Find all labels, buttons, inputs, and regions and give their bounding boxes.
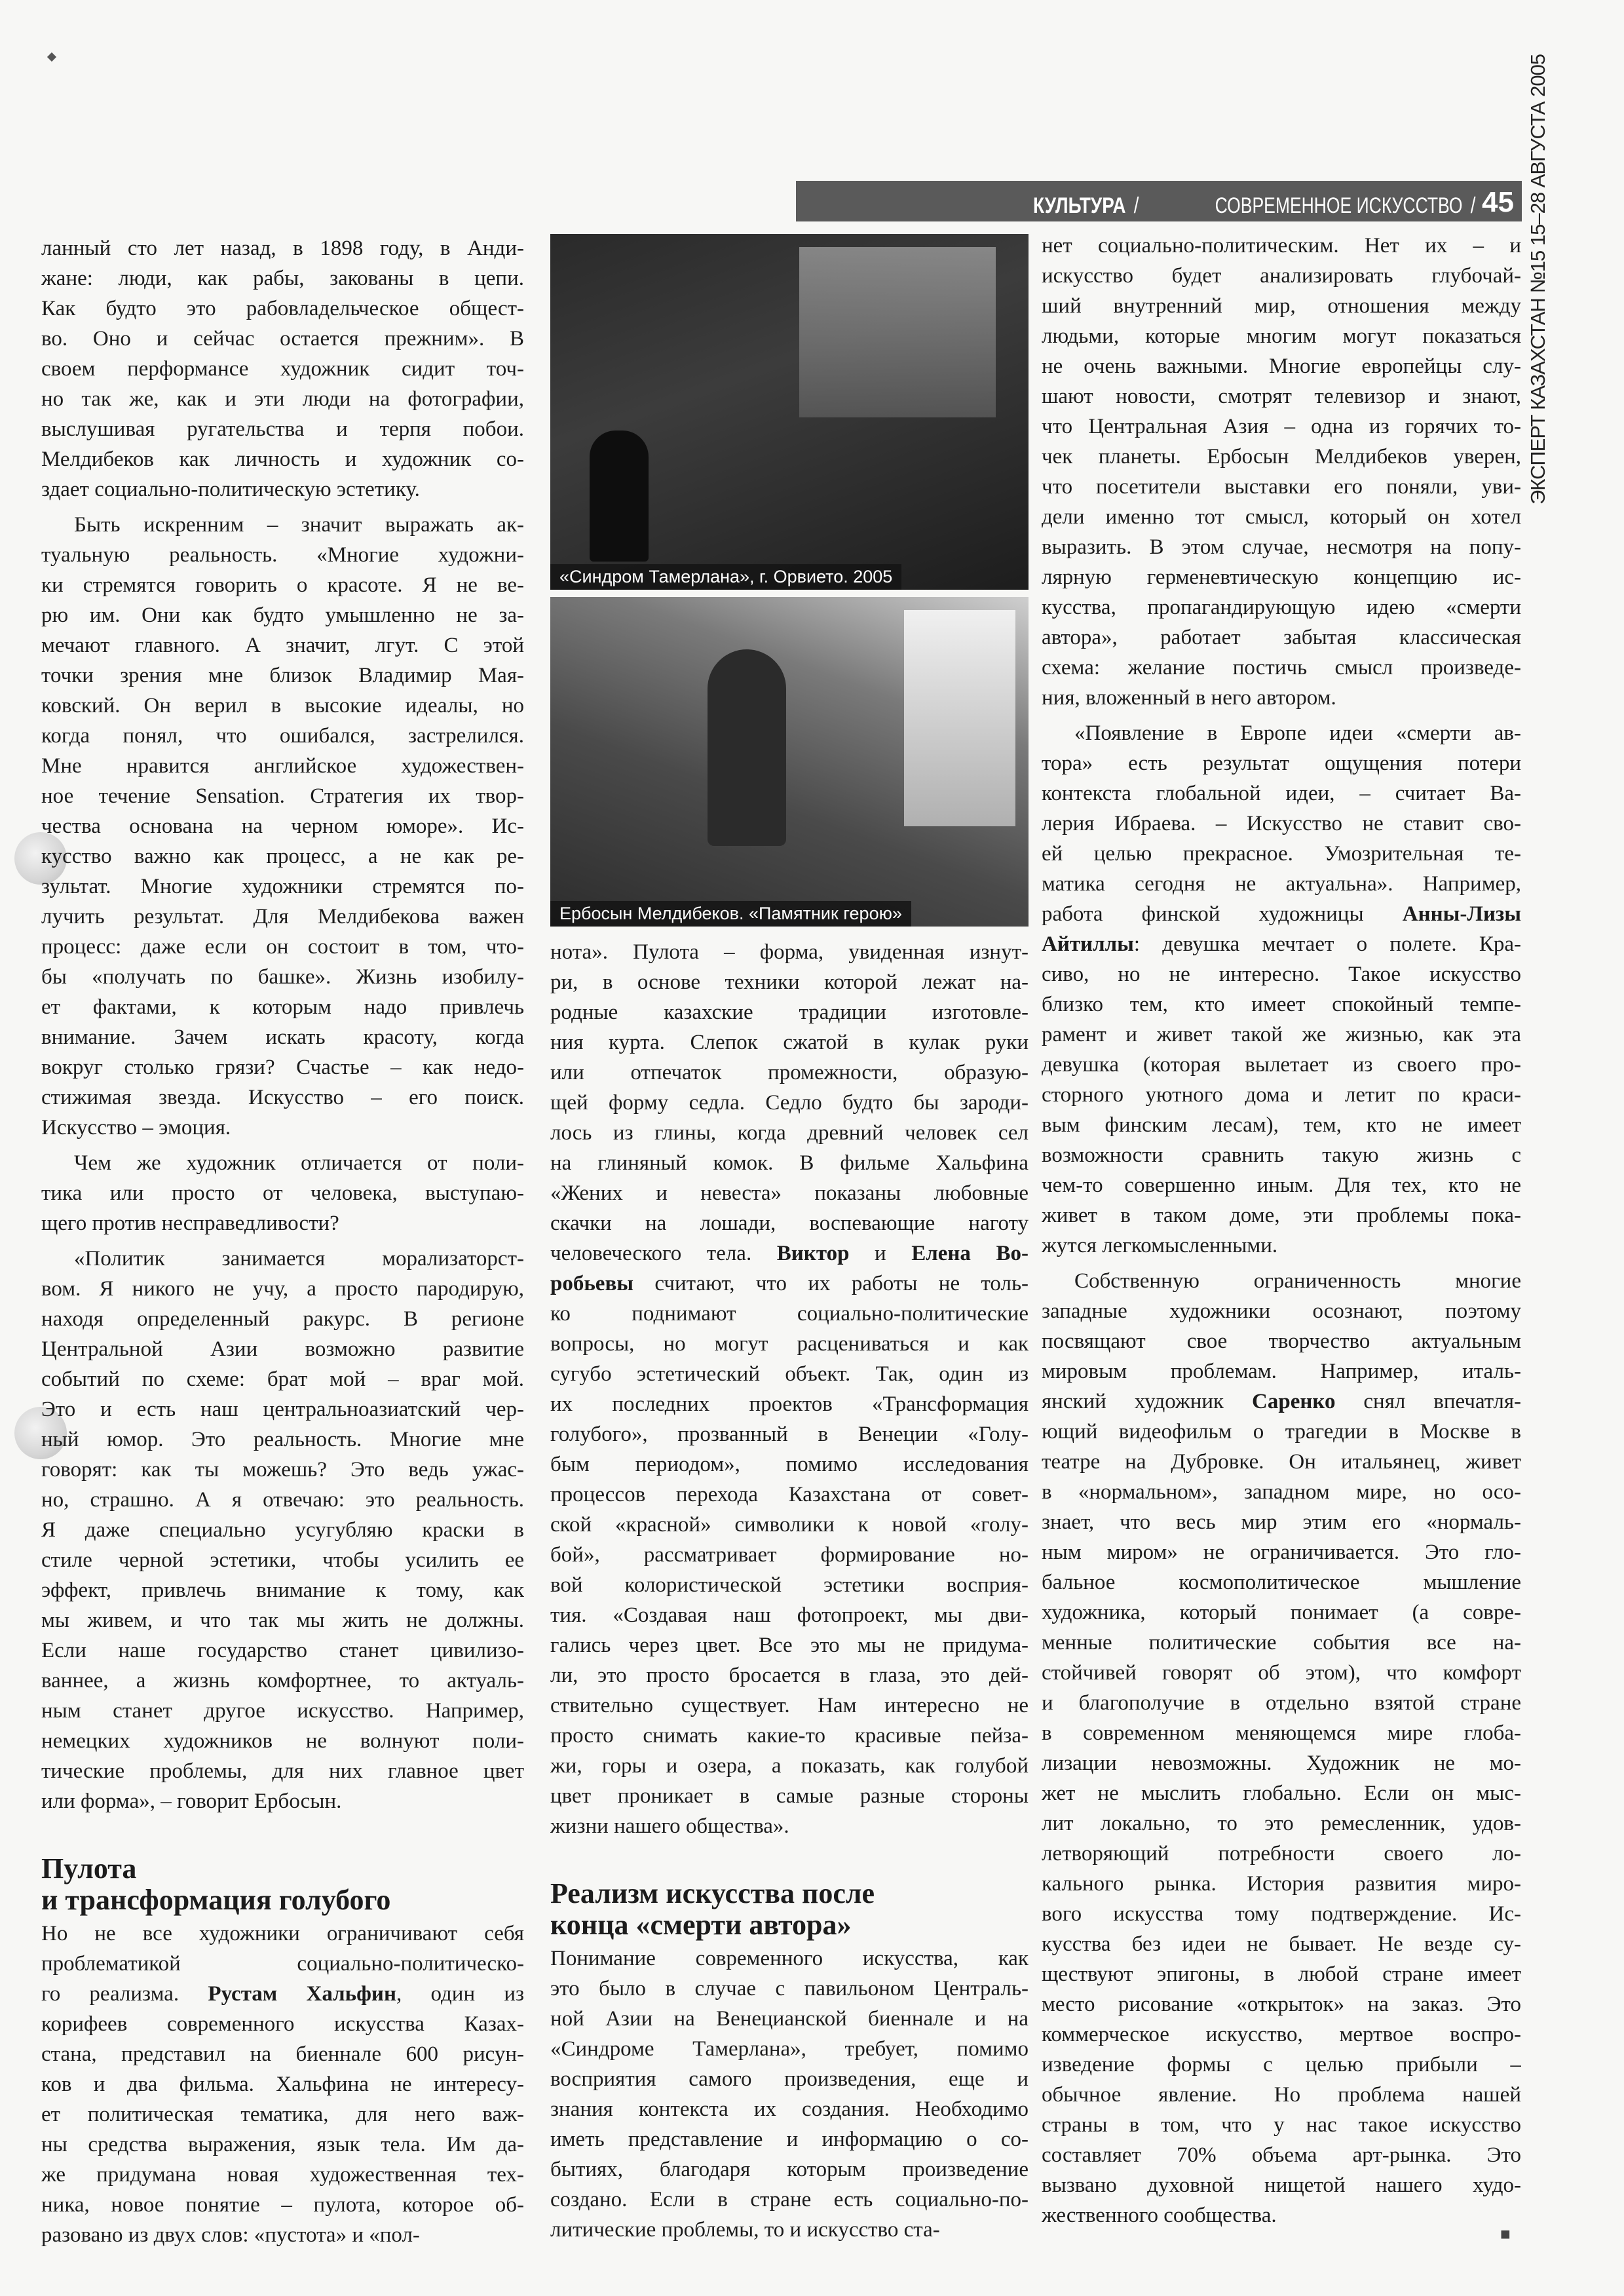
text-line: бой», рассматривает формирование но- — [550, 1543, 1029, 1567]
text-line: стиле черной эстетики, чтобы усилить ее — [41, 1548, 524, 1572]
text-line: сугубо эстетический объект. Так, один из — [550, 1362, 1029, 1386]
text-line: голубого», прозванный в Венеции «Голу- — [550, 1423, 1029, 1446]
paragraph — [1042, 231, 1521, 713]
text-line: контекста глобальной идеи, – считает Ва- — [1042, 782, 1521, 805]
text-line: театре на Дубровке. Он итальянец, живет — [1042, 1450, 1521, 1474]
paragraph — [1042, 718, 1521, 1261]
text-line: ствительно существует. Нам интересно не — [550, 1694, 1029, 1717]
text-line: ны средства выражения, язык тела. Им да- — [41, 2133, 524, 2156]
text-line: ланный сто лет назад, в 1898 году, в Анди- — [41, 237, 524, 260]
article-column-2 — [550, 937, 1029, 2250]
text-line: кального рынка. История развития миро- — [1042, 1872, 1521, 1896]
text-line: жи, горы и озера, а показать, как голубой — [550, 1754, 1029, 1778]
photo-figure — [708, 649, 786, 846]
text-line: чек планеты. Ербосын Мелдибеков уверен, — [1042, 445, 1521, 469]
text-line: говорят: как ты можешь? Это ведь ужас- — [41, 1458, 524, 1482]
text-line: ника, новое понятие – пулота, которое об- — [41, 2193, 524, 2217]
text-line: не очень важными. Многие европейцы слу- — [1042, 354, 1521, 378]
heading-line: Пулота — [41, 1852, 137, 1885]
text-line: жутся легкомысленными. — [1042, 1234, 1278, 1257]
text-segment: : девушка мечтает о полете. Кра- — [1133, 932, 1521, 956]
text-line: во. Оно и сейчас остается прежним». В — [41, 327, 524, 351]
bold-name: робьевы — [550, 1272, 634, 1295]
text-line: живет в таком доме, эти проблемы пока- — [1042, 1204, 1521, 1227]
text-line: лучить результат. Для Мелдибекова важен — [41, 905, 524, 928]
text-line: вым финским лесам), тем, кто не имеет — [1042, 1113, 1521, 1137]
text-line: ной Азии на Венецианской биеннале и на — [550, 2007, 1029, 2031]
text-line: ным миром» не ограничивается. Это гло- — [1042, 1540, 1521, 1564]
text-line: кусства без идеи не бывает. Не везде су- — [1042, 1932, 1521, 1956]
text-line: лизации невозможны. Художник не мо- — [1042, 1751, 1521, 1775]
text-line: жане: люди, как рабы, закованы в цепи. — [41, 267, 524, 290]
text-line: что посетители выставки его поняли, уви- — [1042, 475, 1521, 499]
bold-name: Айтиллы — [1042, 932, 1134, 956]
end-of-article-icon: ■ — [1500, 2225, 1511, 2244]
text-line: знания контекста их создания. Необходимо — [550, 2097, 1029, 2121]
text-line: составляет 70% объема арт-рынка. Это — [1042, 2143, 1521, 2167]
section-name: КУЛЬТУРА — [1033, 193, 1126, 218]
text-line: же придумана новая художественная тех- — [41, 2163, 524, 2187]
text-line: процесс: даже если он состоит в том, что- — [41, 935, 524, 959]
text-line: выслушивая ругательства и терпя побои. — [41, 417, 524, 441]
text-line: находя определенный ракурс. В регионе — [41, 1307, 524, 1331]
text-line: восприятия самого произведения, еще и — [550, 2067, 1029, 2091]
paragraph — [550, 1943, 1029, 2245]
text-line: жественного сообщества. — [1042, 2204, 1277, 2227]
text-line: шают новости, смотрят телевизор и знают, — [1042, 385, 1521, 408]
text-line: людьми, которые многим могут показаться — [1042, 324, 1521, 348]
text-segment: янский художник — [1042, 1390, 1253, 1413]
text-line: посвящают свое творчество актуальным — [1042, 1330, 1521, 1353]
bold-name: Анны-Лизы — [1402, 902, 1521, 926]
text-line: тические проблемы, для них главное цвет — [41, 1759, 524, 1783]
text-line: тора» есть результат ощущения потери — [1042, 752, 1521, 775]
text-line: лярную герменевтическую концепцию ис- — [1042, 565, 1521, 589]
text-line: место рисование «открыток» на заказ. Это — [1042, 1993, 1521, 2016]
text-line: автора», работает забытая классическая — [1042, 626, 1521, 649]
article-column-1 — [41, 233, 524, 2255]
text-line: Искусство – эмоция. — [41, 1116, 231, 1139]
text-line: Я даже специально усугубляю краски в — [41, 1518, 524, 1542]
text-line: щей форму седла. Седло будто бы зароди- — [550, 1091, 1029, 1115]
bold-name: Рустам Хальфин — [208, 1982, 396, 2006]
text-line: лит локально, то это ремесленник, удов- — [1042, 1812, 1521, 1835]
text-line: событий по схеме: брат мой – враг мой. — [41, 1368, 524, 1391]
text-line — [1042, 929, 1521, 959]
text-line: и благополучие в отдельно взятой стране — [1042, 1691, 1521, 1715]
text-line: в современном меняющемся мире глоба- — [1042, 1721, 1521, 1745]
text-line: Чем же художник отличается от поли- — [74, 1151, 524, 1175]
text-line: Если наше государство станет цивилизо- — [41, 1639, 524, 1662]
text-line: девушка (которая вылетает из своего про- — [1042, 1053, 1521, 1077]
text-line: корифеев современного искусства Казах- — [41, 2012, 524, 2036]
text-line: стана, представил на биеннале 600 рисун- — [41, 2042, 524, 2066]
text-line: точки зрения мне близок Владимир Мая- — [41, 664, 524, 687]
text-segment: , один из — [396, 1982, 524, 2006]
text-segment: человеческого тела. — [550, 1242, 777, 1265]
text-line: Как будто это рабовладельческое общест- — [41, 297, 524, 320]
header-separator: / — [1133, 193, 1139, 218]
text-line: вокруг столько грязи? Счастье – как недо- — [41, 1056, 524, 1079]
text-line: ри, в основе техники которой лежат на- — [550, 970, 1029, 994]
text-line: «Синдроме Тамерлана», требует, помимо — [550, 2037, 1029, 2061]
text-line: Это и есть наш центральноазиатский чер- — [41, 1398, 524, 1421]
text-line — [550, 1269, 1029, 1299]
text-line: страны в том, что у нас такое искусство — [1042, 2113, 1521, 2137]
text-line: кусства, пропагандирующую идею «смерти — [1042, 596, 1521, 619]
text-line: вопросы, но могут расцениваться и как — [550, 1332, 1029, 1356]
text-line: изведение формы с целью прибыли – — [1042, 2053, 1521, 2076]
text-line: бым периодом», помимо исследования — [550, 1453, 1029, 1476]
text-line: знает, что весь мир этим его «нормаль- — [1042, 1510, 1521, 1534]
text-line: вой колористической эстетики восприя- — [550, 1573, 1029, 1597]
text-line: тия. «Создавая наш фотопроект, мы дви- — [550, 1603, 1029, 1627]
header-separator: / — [1470, 193, 1476, 218]
text-line: ющий видеофильм о трагедии в Москве в — [1042, 1420, 1521, 1444]
text-line: коммерческое искусство, мертвое воспро- — [1042, 2023, 1521, 2046]
text-line: «Появление в Европе идеи «смерти ав- — [1074, 721, 1521, 745]
text-line: обычное явление. Но проблема нашей — [1042, 2083, 1521, 2107]
text-line: жизни нашего общества». — [550, 1814, 789, 1838]
text-line: художника, который понимает (а совре- — [1042, 1601, 1521, 1624]
text-line: матика сегодня не актуальна». Например, — [1042, 872, 1521, 896]
text-line: мечают главного. А значит, лгут. С этой — [41, 634, 524, 657]
heading-line: Реализм искусства после — [550, 1877, 875, 1909]
text-line: своем перформансе художник сидит точ- — [41, 357, 524, 381]
text-line: Мне нравится английское художествен- — [41, 754, 524, 778]
text-line: туальную реальность. «Многие художни- — [41, 543, 524, 567]
text-line: ваннее, а жизнь комфортнее, то актуаль- — [41, 1669, 524, 1693]
text-line: чества основана на черном юморе». Ис- — [41, 814, 524, 838]
text-line: Быть искренним – значит выражать ак- — [74, 513, 524, 537]
text-line: родные казахские традиции изготовле- — [550, 1001, 1029, 1024]
text-line: ки стремятся говорить о красоте. Я не ве- — [41, 573, 524, 597]
text-line: Собственную ограниченность многие — [1074, 1269, 1521, 1293]
text-line: сторного уютного дома и летит по краси- — [1042, 1083, 1521, 1107]
paragraph — [41, 233, 524, 505]
text-line: ет фактами, к которым надо привлечь — [41, 995, 524, 1019]
photo-caption: Ербосын Мелдибеков. «Памятник герою» — [550, 901, 911, 927]
text-line — [1042, 1387, 1521, 1417]
text-line: но, страшно. А я отвечаю: это реальность. — [41, 1488, 524, 1512]
section-heading — [41, 1853, 524, 1916]
text-line: это было в случае с павильоном Централь- — [550, 1977, 1029, 2000]
text-line: рю им. Они как будто умышленно не за- — [41, 603, 524, 627]
text-line: литические проблемы, то и искусство ста- — [550, 2218, 940, 2242]
photo-figure — [590, 430, 649, 562]
bold-name: Елена Во- — [911, 1242, 1029, 1265]
text-line: цвет проникает в самые разные стороны — [550, 1784, 1029, 1808]
text-line: менные политические события все на- — [1042, 1631, 1521, 1655]
text-line: стойчивей говорят об этом), что комфорт — [1042, 1661, 1521, 1685]
text-line: создано. Если в стране есть социально-по- — [550, 2188, 1029, 2211]
paragraph — [41, 1919, 524, 2250]
text-line: лось из глины, когда древний человек сел — [550, 1121, 1029, 1145]
paragraph — [41, 510, 524, 1143]
text-line: процессов перехода Казахстана от совет- — [550, 1483, 1029, 1506]
photo-caption: «Синдром Тамерлана», г. Орвието. 2005 — [550, 564, 901, 590]
text-segment: и — [849, 1242, 912, 1265]
text-line: жет не мыслить глобально. Если он мыс- — [1042, 1782, 1521, 1805]
text-line: ков и два фильма. Хальфина не интересу- — [41, 2073, 524, 2096]
photo-window — [904, 610, 1015, 826]
text-line: близко тем, кто имеет спокойный темпе- — [1042, 993, 1521, 1016]
photo-hero-monument — [550, 597, 1029, 927]
text-line: тика или просто от человека, выступаю- — [41, 1181, 524, 1205]
text-line: кусство важно как процесс, а не как ре- — [41, 845, 524, 868]
text-line: немецких художников не волнуют поли- — [41, 1729, 524, 1753]
text-line: бы «получать по башке». Жизнь изобилу- — [41, 965, 524, 989]
text-line: западные художники осознают, поэтому — [1042, 1299, 1521, 1323]
text-line: рамент и живет такой же жизнью, как эта — [1042, 1023, 1521, 1046]
text-line: или форма», – говорит Ербосын. — [41, 1789, 342, 1813]
text-line: ния курта. Слепок сжатой в кулак руки — [550, 1031, 1029, 1054]
text-line: гались через цвет. Все это мы не придума- — [550, 1634, 1029, 1657]
text-line: Но не все художники ограничивают себя — [41, 1922, 524, 1945]
bold-name: Виктор — [776, 1242, 850, 1265]
text-line: эффект, привлечь внимание к тому, как — [41, 1578, 524, 1602]
text-line: бальное космополитическое мышление — [1042, 1571, 1521, 1594]
text-line: вого искусства тому подтверждение. Ис- — [1042, 1902, 1521, 1926]
text-line: ное течение Sensation. Стратегия их твор- — [41, 784, 524, 808]
text-line: их последних проектов «Трансформация — [550, 1392, 1029, 1416]
paragraph — [550, 937, 1029, 1841]
text-line: здает социально-политическую эстетику. — [41, 478, 420, 501]
text-line: ния, вложенный в него автором. — [1042, 686, 1336, 710]
section-heading — [550, 1878, 1029, 1941]
text-line: выразить. В этом случае, несмотря на попу- — [1042, 535, 1521, 559]
text-line: нет социально-политическим. Нет их – и — [1042, 234, 1521, 258]
text-line: просто снимать какие-то красивые пейза- — [550, 1724, 1029, 1748]
text-line: или отпечаток промежности, образую- — [550, 1061, 1029, 1084]
text-line: ковский. Он верил в высокие идеалы, но — [41, 694, 524, 718]
text-line: вом. Я никого не учу, а просто пародирую, — [41, 1277, 524, 1301]
text-line — [1042, 899, 1521, 929]
article-column-3 — [1042, 231, 1521, 2236]
text-segment: го реализма. — [41, 1982, 208, 2006]
subsection-name: СОВРЕМЕННОЕ ИСКУССТВО — [1215, 193, 1463, 218]
text-line: но так же, как и эти люди на фотографии, — [41, 387, 524, 411]
text-line: сиво, но не интересно. Такое искусство — [1042, 963, 1521, 986]
corner-mark — [47, 52, 56, 62]
section-header-bar — [796, 181, 1522, 221]
text-line: зультат. Многие художники стремятся по- — [41, 875, 524, 898]
text-line: щего против несправедливости? — [41, 1212, 339, 1235]
text-line: чем-то совершенно иным. Для тех, кто не — [1042, 1174, 1521, 1197]
heading-line: конца «смерти автора» — [550, 1909, 852, 1941]
text-line — [41, 1979, 524, 2009]
text-line: вызвано духовной нищетой нашего худо- — [1042, 2173, 1521, 2197]
text-line: проблематикой социально-политическо- — [41, 1952, 524, 1976]
paragraph — [41, 1148, 524, 1238]
text-line: дели именно тот смысл, который он хотел — [1042, 505, 1521, 529]
paragraph — [1042, 1266, 1521, 2230]
text-line: ей целью прекрасное. Умозрительная те- — [1042, 842, 1521, 866]
photo-window — [799, 247, 996, 417]
page-number: 45 — [1482, 186, 1514, 218]
text-line: когда понял, что ошибался, застрелился. — [41, 724, 524, 748]
text-line: ный юмор. Это реальность. Многие мне — [41, 1428, 524, 1451]
text-line: Понимание современного искусства, как — [550, 1947, 1029, 1970]
text-line: иметь представление и информацию о со- — [550, 2128, 1029, 2151]
text-line: скачки на лошади, воспевающие наготу — [550, 1212, 1029, 1235]
text-segment: считают, что их работы не толь- — [633, 1272, 1029, 1295]
text-line: возможности сравнить такую жизнь с — [1042, 1143, 1521, 1167]
issue-label: ЭКСПЕРТ КАЗАХСТАН №15 15–28 АВГУСТА 2005 — [1526, 54, 1549, 505]
text-segment: снял впечатля- — [1335, 1390, 1521, 1413]
text-line: Центральной Азии возможно развитие — [41, 1337, 524, 1361]
text-line: что Центральная Азия – одна из горячих то- — [1042, 415, 1521, 438]
text-line: ской «красной» символики к новой «голу- — [550, 1513, 1029, 1537]
text-line: искусство будет анализировать глубочай- — [1042, 264, 1521, 288]
text-line: ществуют эпигоны, в любой стране имеет — [1042, 1962, 1521, 1986]
text-line: ли, это просто бросается в глаза, это дей- — [550, 1664, 1029, 1687]
photo-tamerlane-syndrome — [550, 234, 1029, 590]
text-line: внимание. Зачем искать красоту, когда — [41, 1025, 524, 1049]
text-line: «Жених и невеста» показаны любовные — [550, 1181, 1029, 1205]
text-line: бытиях, благодаря которым произведение — [550, 2158, 1029, 2181]
text-line: летворяющий потребности своего ло- — [1042, 1842, 1521, 1866]
text-line: разовано из двух слов: «пустота» и «пол- — [41, 2223, 420, 2247]
paragraph — [41, 1244, 524, 1816]
text-line: ет политическая тематика, для него важ- — [41, 2103, 524, 2126]
text-line: схема: желание постичь смысл произведе- — [1042, 656, 1521, 679]
text-line — [550, 1238, 1029, 1269]
bold-name: Саренко — [1252, 1390, 1336, 1413]
text-line: ко поднимают социально-политические — [550, 1302, 1029, 1326]
text-segment: работа финской художницы — [1042, 902, 1403, 926]
text-line: ным станет другое искусство. Например, — [41, 1699, 524, 1723]
text-line: Мелдибеков как личность и художник со- — [41, 448, 524, 471]
text-line: мы живем, и что так мы жить не должны. — [41, 1609, 524, 1632]
text-line: мировым проблемам. Например, италь- — [1042, 1360, 1521, 1383]
text-line: в «нормальном», западном мире, но осо- — [1042, 1480, 1521, 1504]
text-line: лерия Ибраева. – Искусство не ставит сво- — [1042, 812, 1521, 835]
text-line: «Политик занимается морализаторст- — [74, 1247, 524, 1271]
text-line: на глиняный комок. В фильме Хальфина — [550, 1151, 1029, 1175]
heading-line: и трансформация голубого — [41, 1884, 391, 1916]
text-line: нота». Пулота – форма, увиденная изнут- — [550, 940, 1029, 964]
text-line: ший внутренний мир, отношения между — [1042, 294, 1521, 318]
text-line: стижимая звезда. Искусство – его поиск. — [41, 1086, 524, 1109]
